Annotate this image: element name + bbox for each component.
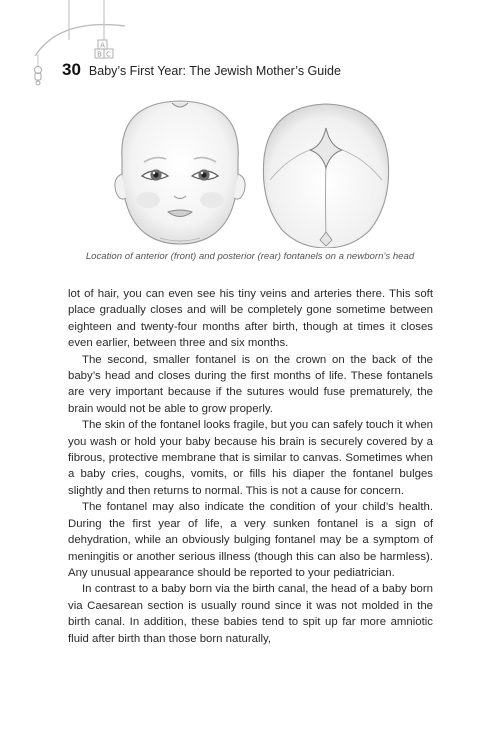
- rattle-icon: [35, 67, 42, 86]
- figure-caption: Location of anterior (front) and posterior (rear) fontanels on a newborn’s head: [85, 251, 415, 262]
- baby-skull-top-view: [263, 104, 388, 248]
- page-number: 30: [62, 60, 81, 79]
- body-text: [68, 286, 433, 647]
- paragraph: The fontanel may also indicate the condition of your child’s health. During the first year of life, a very sunken fontanel is a sign of dehydration, while an obviously bulging fontanel may be a symptom of meningitis or another serious illness (though this can also be harmless). Any unusual appearance should be reported to your pediatrician.: [68, 501, 433, 579]
- paragraph: The skin of the fontanel looks fragile, but you can safely touch it when you wash or hold your baby because his brain is securely covered by a fibrous, protective membrane that is similar to canvas. Sometimes when a baby cries, coughs, vomits, or fills his diaper the fontanel bulges slightly and then returns to normal. This is not a cause for concern.: [68, 419, 433, 497]
- running-header: [62, 60, 341, 80]
- baby-face-front-view: [115, 101, 245, 244]
- letter-block-b: [95, 49, 104, 59]
- letter-block-c: [104, 49, 113, 59]
- block-letter-b: B: [97, 50, 102, 59]
- fontanel-illustration: [108, 98, 398, 248]
- paragraph: lot of hair, you can even see his tiny veins and arteries there. This soft place gradually closes and will be completely gone sometime between eighteen and twenty-four months after birth, though at times it closes even earlier, between three and six months.: [68, 288, 433, 350]
- block-letter-c: C: [106, 50, 111, 59]
- paragraph: In contrast to a baby born via the birth canal, the head of a baby born via Caesarean section is usually round since it was not molded in the birth canal. In addition, these babies tend to spit up far more amniotic fluid after birth than those born naturally,: [68, 583, 433, 645]
- block-letter-a: A: [100, 41, 105, 50]
- letter-block-a: [98, 40, 107, 50]
- running-title: Baby’s First Year: The Jewish Mother’s Guide: [88, 64, 341, 78]
- paragraph: The second, smaller fontanel is on the crown on the back of the baby’s head and closes during the first months of life. These fontanels are very important because if the sutures would fuse prematurely, the brain would not be able to grow properly.: [68, 353, 433, 415]
